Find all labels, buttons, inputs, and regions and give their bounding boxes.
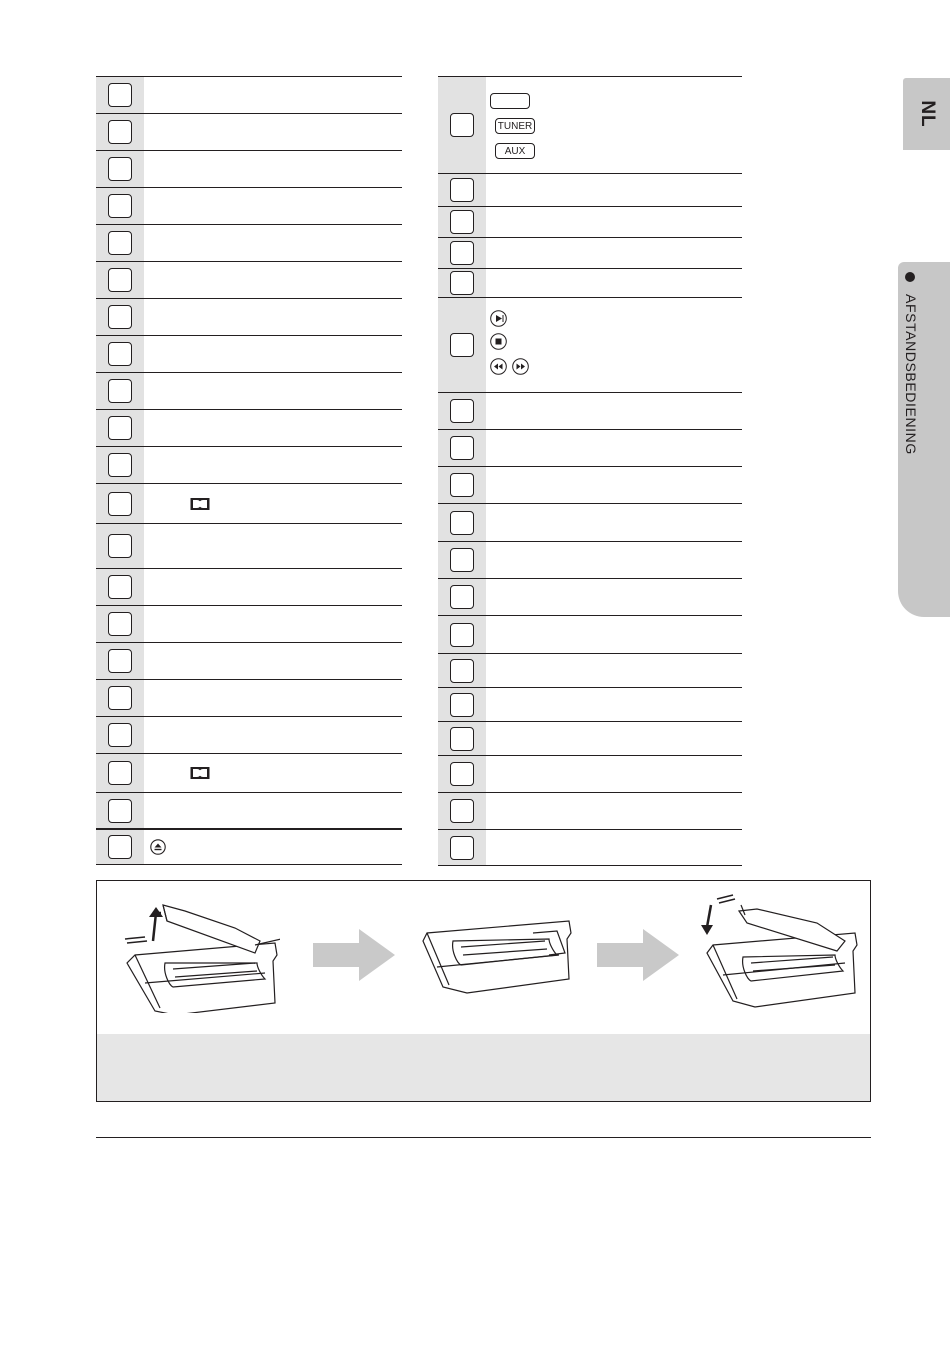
left-table-row: [96, 483, 402, 523]
blank-key[interactable]: [490, 93, 530, 109]
description-cell: [486, 207, 742, 237]
description-cell: [486, 430, 742, 466]
description-cell: [486, 269, 742, 297]
number-box: [450, 799, 474, 823]
description-cell: [486, 467, 742, 503]
description-cell: [144, 754, 402, 792]
number-cell: [96, 188, 144, 224]
fast-forward-icon[interactable]: [512, 358, 529, 375]
number-cell: [438, 430, 486, 466]
number-box: [108, 649, 132, 673]
number-cell: [438, 793, 486, 829]
right-table-row: [438, 615, 742, 653]
number-cell: [96, 336, 144, 372]
description-cell: [144, 262, 402, 298]
number-cell: [96, 447, 144, 483]
number-box: [108, 686, 132, 710]
description-cell: [144, 484, 402, 523]
number-box: [450, 727, 474, 751]
number-cell: [438, 830, 486, 865]
number-box: [450, 271, 474, 295]
description-cell: [144, 114, 402, 150]
language-tab: [903, 78, 950, 150]
number-box: [108, 194, 132, 218]
number-box: [108, 342, 132, 366]
description-cell: [144, 336, 402, 372]
description-cell: [486, 722, 742, 755]
right-table-row: [438, 466, 742, 503]
left-table-row: [96, 716, 402, 753]
left-table-row: [96, 298, 402, 335]
right-table-row: [438, 829, 742, 866]
right-table-row: [438, 268, 742, 297]
dolby-icon: [190, 767, 210, 780]
number-box: [108, 379, 132, 403]
left-table-row: [96, 76, 402, 113]
number-cell: [96, 373, 144, 409]
left-function-table: [96, 76, 402, 865]
remote-insert-batteries-illustration: [397, 893, 577, 1013]
left-table-row: [96, 605, 402, 642]
number-cell: [96, 680, 144, 716]
number-cell: [96, 793, 144, 828]
number-cell: [96, 524, 144, 568]
battery-notes-panel: [97, 1034, 870, 1101]
description-cell: [486, 688, 742, 721]
number-box: [450, 436, 474, 460]
right-table-row: [438, 206, 742, 237]
number-cell: [438, 174, 486, 206]
number-box: [450, 399, 474, 423]
left-table-row: [96, 828, 402, 865]
number-box: [108, 761, 132, 785]
number-cell: [438, 579, 486, 615]
description-cell: [486, 756, 742, 792]
number-box: [450, 511, 474, 535]
number-box: [108, 83, 132, 107]
number-cell: [438, 207, 486, 237]
description-cell: [144, 830, 402, 864]
next-step-arrow-icon: [313, 929, 395, 981]
battery-installation-box: [96, 880, 871, 1102]
left-table-row: [96, 113, 402, 150]
number-box: [108, 268, 132, 292]
description-cell: [144, 680, 402, 716]
number-box: [450, 113, 474, 137]
left-table-row: [96, 372, 402, 409]
description-cell: [144, 188, 402, 224]
description-cell: [144, 299, 402, 335]
number-box: [450, 333, 474, 357]
description-cell: [486, 579, 742, 615]
left-table-row: [96, 224, 402, 261]
number-cell: [438, 269, 486, 297]
language-label: NL: [916, 100, 938, 128]
description-cell: [486, 793, 742, 829]
left-table-row: [96, 335, 402, 372]
description-cell: [144, 606, 402, 642]
description-cell: [486, 77, 742, 173]
description-cell: [144, 447, 402, 483]
right-table-row: [438, 541, 742, 578]
number-box: [108, 799, 132, 823]
number-box: [108, 453, 132, 477]
bottom-divider: [96, 1137, 871, 1138]
number-cell: [96, 484, 144, 523]
number-cell: [438, 756, 486, 792]
number-box: [108, 575, 132, 599]
number-box: [108, 305, 132, 329]
description-cell: [486, 393, 742, 429]
number-cell: [438, 688, 486, 721]
left-table-row: [96, 642, 402, 679]
number-box: [108, 416, 132, 440]
left-table-row: [96, 792, 402, 828]
number-box: [450, 241, 474, 265]
number-cell: [438, 654, 486, 687]
description-cell: [486, 616, 742, 653]
section-label: AFSTANDSBEDIENING: [903, 294, 919, 455]
description-cell: [144, 77, 402, 113]
left-table-row: [96, 446, 402, 483]
description-cell: [144, 151, 402, 187]
description-cell: [486, 174, 742, 206]
right-function-table: [438, 76, 742, 866]
number-box: [450, 623, 474, 647]
number-cell: [96, 262, 144, 298]
rewind-icon[interactable]: [490, 358, 507, 375]
number-box: [450, 210, 474, 234]
description-cell: [144, 524, 402, 568]
right-table-row: [438, 687, 742, 721]
number-cell: [96, 77, 144, 113]
number-box: [108, 157, 132, 181]
number-cell: [438, 722, 486, 755]
number-cell: [96, 410, 144, 446]
left-table-row: [96, 679, 402, 716]
number-cell: [96, 225, 144, 261]
number-box: [108, 723, 132, 747]
number-cell: [438, 504, 486, 541]
number-cell: [96, 754, 144, 792]
number-cell: [438, 393, 486, 429]
right-table-row: [438, 392, 742, 429]
description-cell: [144, 373, 402, 409]
right-table-row: [438, 297, 742, 392]
number-cell: [438, 238, 486, 268]
right-table-row: [438, 76, 742, 173]
number-box: [450, 178, 474, 202]
number-cell: [96, 299, 144, 335]
description-cell: [144, 569, 402, 605]
right-table-row: [438, 721, 742, 755]
tuner-key[interactable]: TUNER: [495, 118, 535, 134]
number-cell: [438, 616, 486, 653]
description-cell: [144, 225, 402, 261]
number-box: [108, 835, 132, 859]
play-pause-icon[interactable]: [490, 310, 507, 327]
description-cell: [144, 410, 402, 446]
stop-icon[interactable]: [490, 333, 507, 350]
number-box: [450, 836, 474, 860]
description-cell: [486, 298, 742, 392]
description-cell: [486, 654, 742, 687]
left-table-row: [96, 150, 402, 187]
number-cell: [438, 77, 486, 173]
number-cell: [438, 542, 486, 578]
left-table-row: [96, 568, 402, 605]
number-box: [450, 548, 474, 572]
number-box: [450, 585, 474, 609]
right-table-row: [438, 792, 742, 829]
aux-key[interactable]: AUX: [495, 143, 535, 159]
right-table-row: [438, 173, 742, 206]
description-cell: [486, 238, 742, 268]
left-table-row: [96, 409, 402, 446]
number-box: [108, 120, 132, 144]
number-cell: [438, 298, 486, 392]
right-table-row: [438, 237, 742, 268]
number-cell: [96, 717, 144, 753]
number-cell: [96, 830, 144, 864]
description-cell: [144, 793, 402, 828]
number-box: [108, 492, 132, 516]
left-table-row: [96, 523, 402, 568]
description-cell: [486, 830, 742, 865]
next-step-arrow-icon: [597, 929, 679, 981]
dolby-icon: [190, 497, 210, 510]
eject-icon: [150, 839, 166, 855]
number-cell: [96, 114, 144, 150]
left-table-row: [96, 753, 402, 792]
section-tab: [898, 262, 950, 617]
number-cell: [438, 467, 486, 503]
number-box: [450, 762, 474, 786]
right-table-row: [438, 429, 742, 466]
number-cell: [96, 606, 144, 642]
number-cell: [96, 569, 144, 605]
right-table-row: [438, 755, 742, 792]
right-table-row: [438, 653, 742, 687]
remote-close-cover-illustration: [697, 893, 867, 1013]
number-box: [108, 231, 132, 255]
number-cell: [96, 151, 144, 187]
right-table-row: [438, 503, 742, 541]
number-box: [450, 659, 474, 683]
number-box: [108, 612, 132, 636]
number-box: [450, 693, 474, 717]
number-box: [450, 473, 474, 497]
remote-open-cover-illustration: [115, 893, 280, 1013]
left-table-row: [96, 187, 402, 224]
description-cell: [144, 643, 402, 679]
description-cell: [144, 717, 402, 753]
bullet-icon: [905, 272, 915, 282]
number-cell: [96, 643, 144, 679]
description-cell: [486, 542, 742, 578]
left-table-row: [96, 261, 402, 298]
description-cell: [486, 504, 742, 541]
number-box: [108, 534, 132, 558]
right-table-row: [438, 578, 742, 615]
